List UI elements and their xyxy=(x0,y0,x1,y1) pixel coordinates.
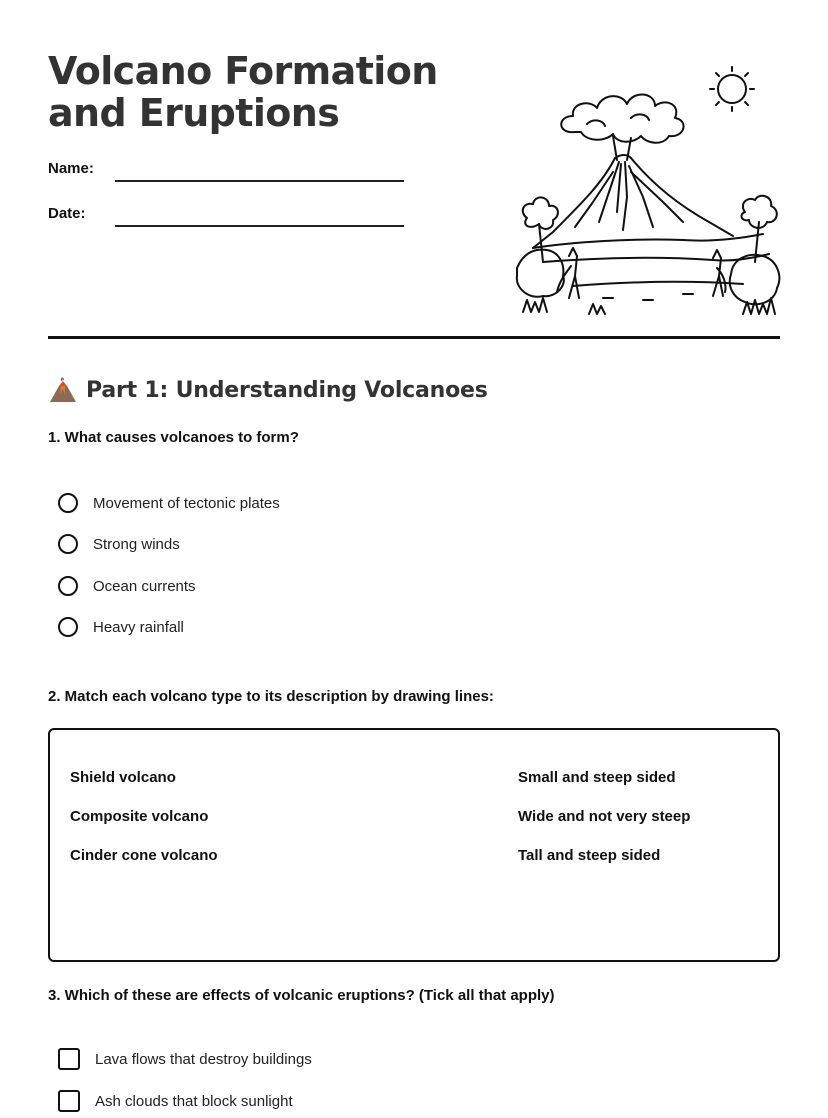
question-2: 2. Match each volcano type to its description by drawing lines: xyxy=(48,688,494,705)
name-field xyxy=(48,160,408,184)
option-label: Heavy rainfall xyxy=(93,618,184,636)
radio-button[interactable] xyxy=(58,534,78,554)
radio-button[interactable] xyxy=(58,493,78,513)
sun-icon xyxy=(710,67,754,111)
q3-option-2[interactable] xyxy=(58,1088,293,1114)
option-label: Strong winds xyxy=(93,535,180,553)
description-item: Wide and not very steep xyxy=(518,808,691,825)
description-item: Small and steep sided xyxy=(518,769,676,786)
q3-option-1[interactable] xyxy=(58,1046,312,1072)
header-divider xyxy=(48,336,780,339)
worksheet-title: Volcano Formation and Eruptions xyxy=(48,49,438,135)
volcano-illustration xyxy=(513,62,783,320)
question-1: 1. What causes volcanoes to form? xyxy=(48,429,299,446)
radio-button[interactable] xyxy=(58,617,78,637)
volcano-types-column xyxy=(70,768,218,885)
option-label: Lava flows that destroy buildings xyxy=(95,1050,312,1068)
date-label: Date: xyxy=(48,205,86,222)
option-label: Movement of tectonic plates xyxy=(93,494,280,512)
name-line[interactable] xyxy=(115,180,404,182)
option-label: Ocean currents xyxy=(93,577,196,595)
checkbox[interactable] xyxy=(58,1090,80,1112)
part1-heading-text: Part 1: Understanding Volcanoes xyxy=(86,377,488,403)
checkbox[interactable] xyxy=(58,1048,80,1070)
option-label: Ash clouds that block sunlight xyxy=(95,1092,293,1110)
volcano-type-item: Shield volcano xyxy=(70,769,176,786)
q1-option-1[interactable] xyxy=(58,490,280,516)
date-line[interactable] xyxy=(115,225,404,227)
question-3: 3. Which of these are effects of volcanic eruptions? (Tick all that apply) xyxy=(48,987,555,1004)
volcano-icon xyxy=(48,377,78,403)
part1-heading xyxy=(48,374,488,406)
q1-option-4[interactable] xyxy=(58,614,184,640)
volcano-type-item: Cinder cone volcano xyxy=(70,847,218,864)
descriptions-column xyxy=(518,768,690,885)
worksheet-page xyxy=(48,0,780,1118)
date-field xyxy=(48,205,408,229)
radio-button[interactable] xyxy=(58,576,78,596)
name-label: Name: xyxy=(48,160,94,177)
volcano-type-item: Composite volcano xyxy=(70,808,209,825)
description-item: Tall and steep sided xyxy=(518,847,661,864)
matching-box[interactable] xyxy=(48,728,780,962)
q1-option-3[interactable] xyxy=(58,573,196,599)
q1-option-2[interactable] xyxy=(58,531,180,557)
